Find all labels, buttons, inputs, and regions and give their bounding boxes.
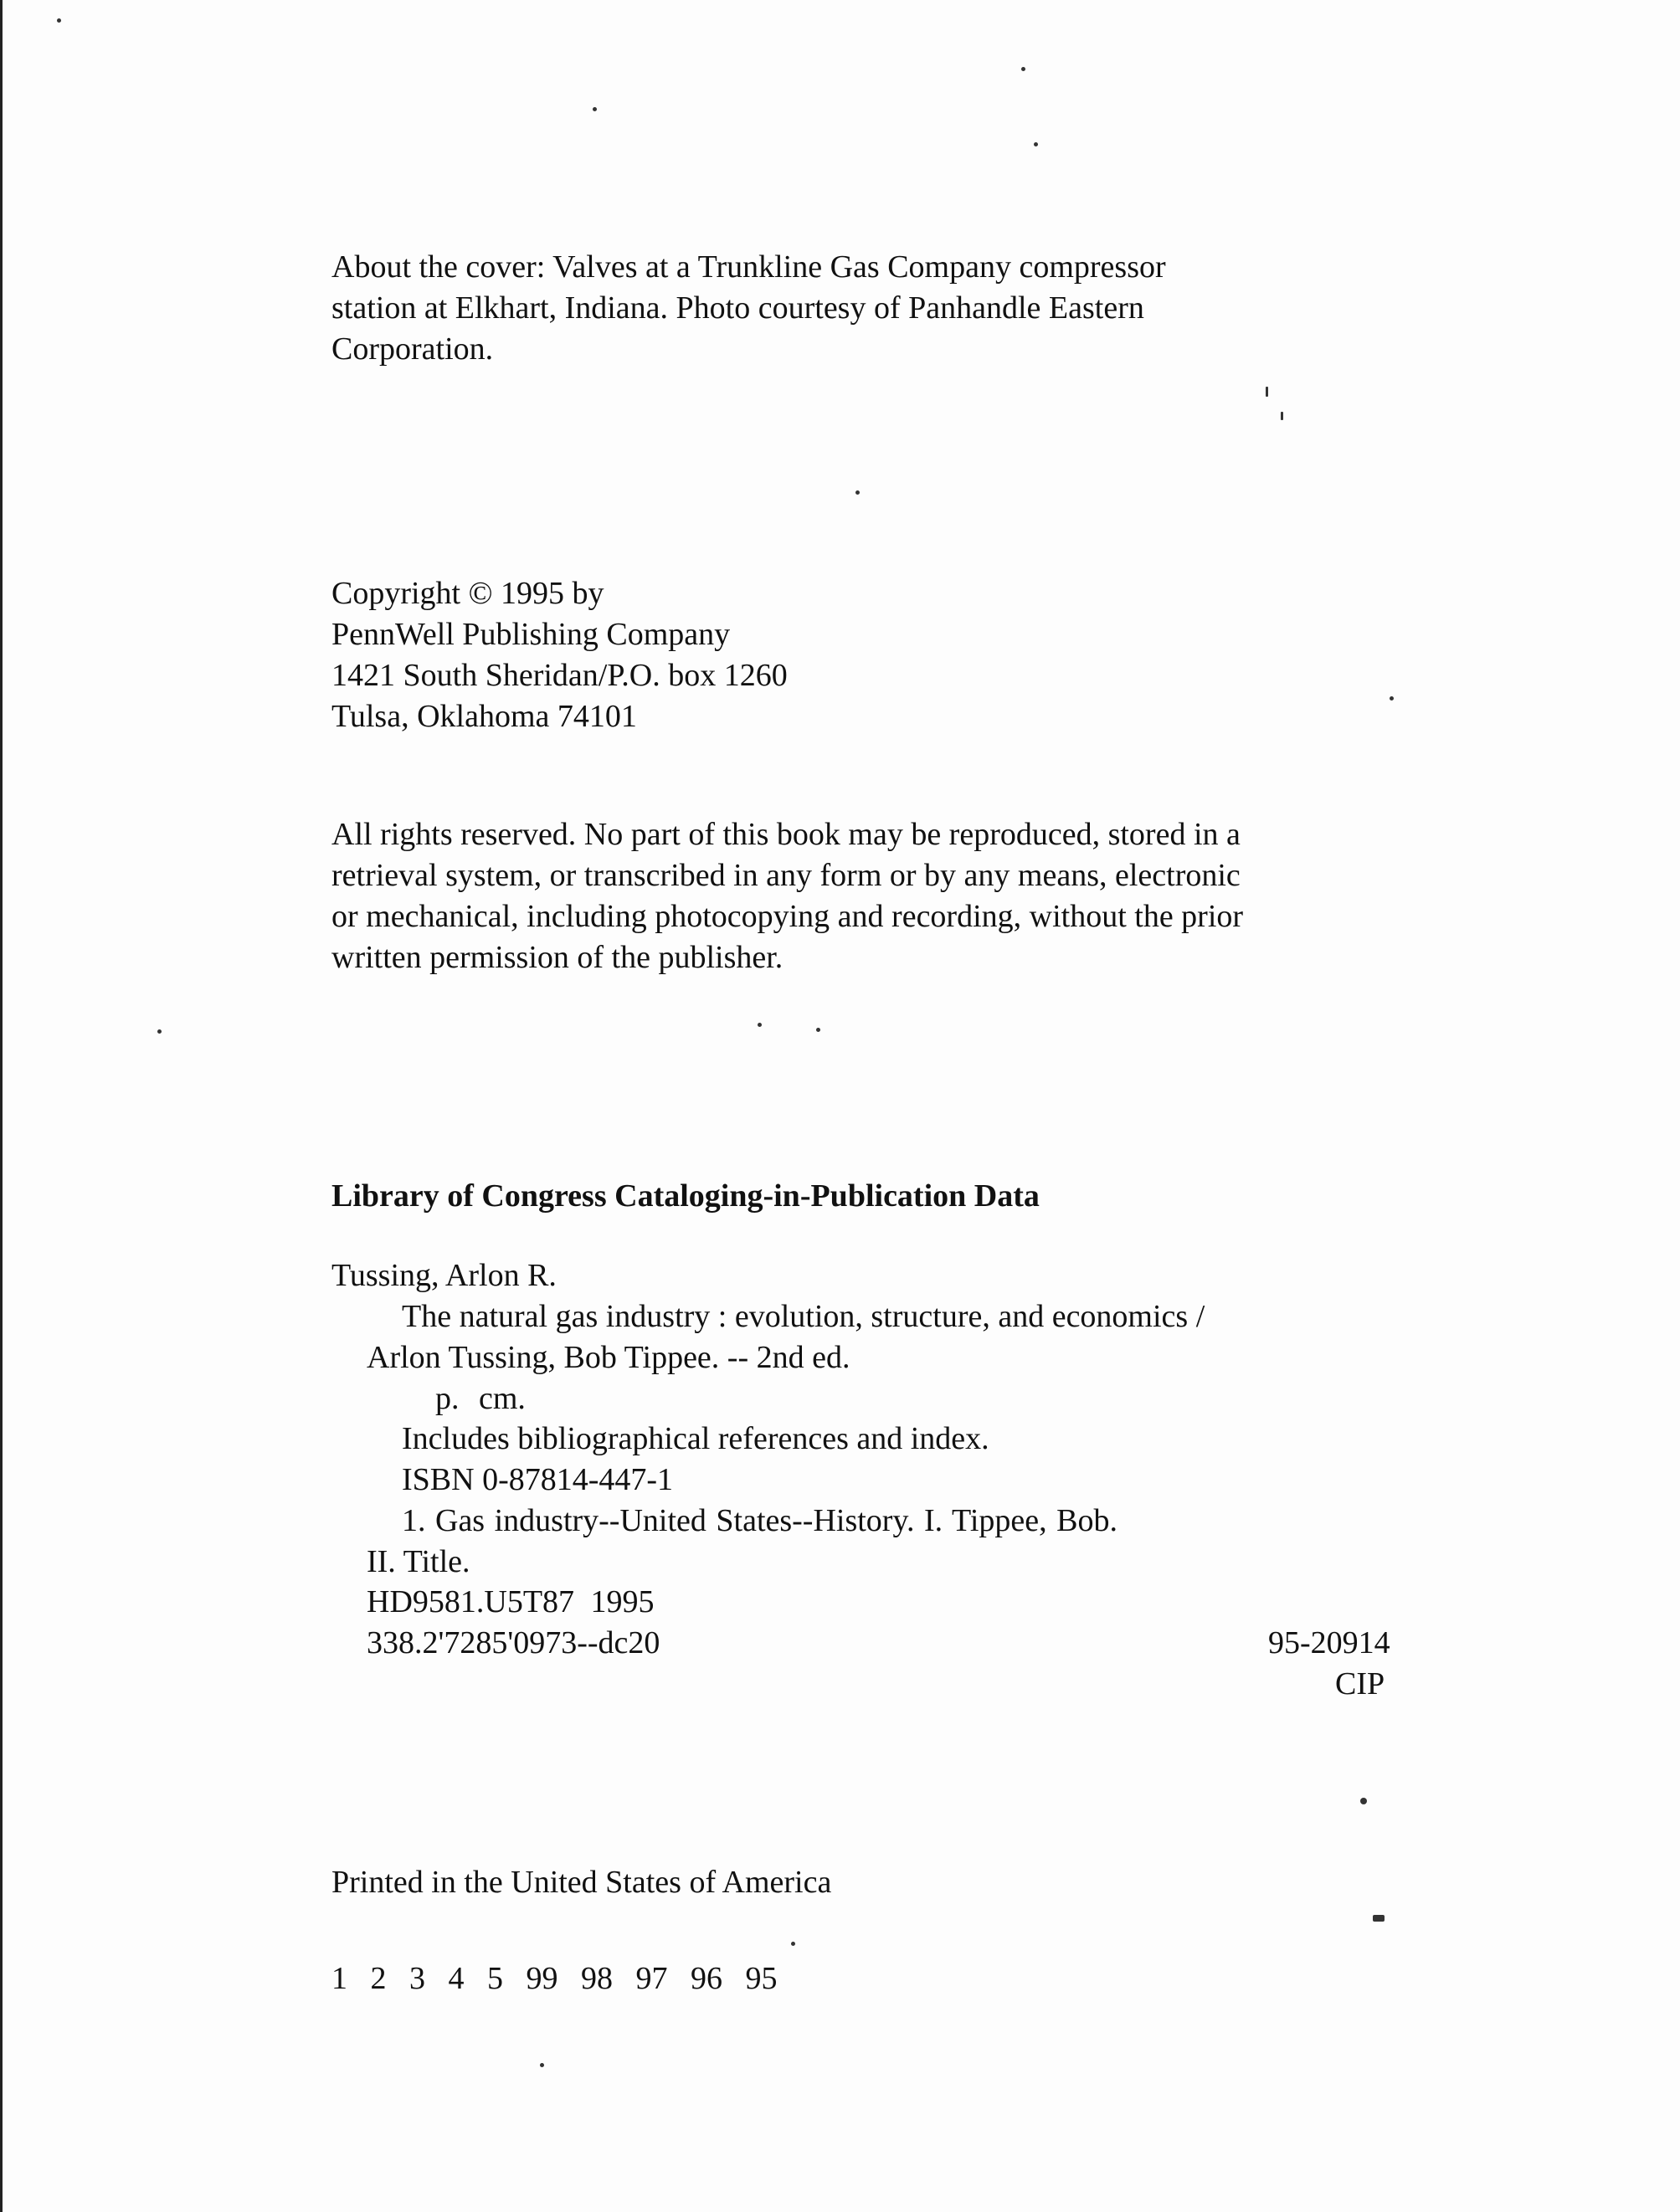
cip-subjects: 1. Gas industry--United States--History. I. Tippee, Bob. [402, 1503, 1117, 1538]
scan-speck [791, 1942, 795, 1946]
scan-speck [1390, 696, 1394, 701]
rights-line: retrieval system, or transcribed in any form or by any means, electronic [331, 858, 1241, 893]
scan-speck [855, 490, 860, 495]
scan-speck [1034, 142, 1038, 146]
scan-speck [57, 18, 61, 23]
scan-speck [593, 107, 597, 111]
cip-lc-class: HD9581.U5T87 1995 [367, 1584, 655, 1619]
scan-speck [157, 1029, 162, 1034]
cip-title-line: Arlon Tussing, Bob Tippee. -- 2nd ed. [367, 1340, 850, 1375]
scan-speck [1266, 387, 1268, 397]
cip-title-line: The natural gas industry : evolution, structure, and economics / [402, 1299, 1205, 1334]
cip-pages: p. cm. [435, 1381, 526, 1416]
scan-speck [1373, 1915, 1385, 1922]
copyright-block [331, 573, 788, 737]
rights-line: All rights reserved. No part of this book may be reproduced, stored in a [331, 817, 1241, 852]
cip-lccn: 95-20914 [1268, 1625, 1390, 1660]
cover-note-line: station at Elkhart, Indiana. Photo courtesy of Panhandle Eastern [331, 290, 1144, 326]
publisher-name: PennWell Publishing Company [331, 617, 731, 652]
scan-edge [0, 0, 3, 2212]
rights-notice [331, 814, 1243, 978]
scan-speck [1360, 1798, 1367, 1804]
cip-author: Tussing, Arlon R. [331, 1258, 557, 1293]
cover-note [331, 247, 1166, 370]
scan-speck [1281, 412, 1283, 420]
scan-speck [816, 1028, 820, 1032]
copyright-line: Copyright © 1995 by [331, 576, 604, 611]
publisher-address: 1421 South Sheridan/P.O. box 1260 [331, 658, 788, 693]
rights-line: written permission of the publisher. [331, 940, 783, 975]
cip-heading: Library of Congress Cataloging-in-Publication Data [331, 1178, 1040, 1214]
printed-note: Printed in the United States of America [331, 1865, 832, 1900]
cip-label: CIP [1335, 1666, 1385, 1701]
cip-bibliography: Includes bibliographical references and index. [402, 1421, 989, 1456]
rights-line: or mechanical, including photocopying and recording, without the prior [331, 899, 1244, 934]
cip-dewey: 338.2'7285'0973--dc20 [367, 1625, 660, 1660]
cip-title-entry: II. Title. [367, 1544, 470, 1579]
scan-speck [1021, 67, 1025, 71]
cip-isbn: ISBN 0-87814-447-1 [402, 1462, 674, 1497]
cover-note-line: About the cover: Valves at a Trunkline Gas Company compressor [331, 249, 1166, 285]
publisher-city: Tulsa, Oklahoma 74101 [331, 699, 637, 734]
scan-speck [758, 1023, 762, 1027]
cover-note-line: Corporation. [331, 331, 494, 367]
scan-speck [540, 2063, 544, 2067]
printing-line: 1 2 3 4 5 99 98 97 96 95 [331, 1961, 778, 1996]
